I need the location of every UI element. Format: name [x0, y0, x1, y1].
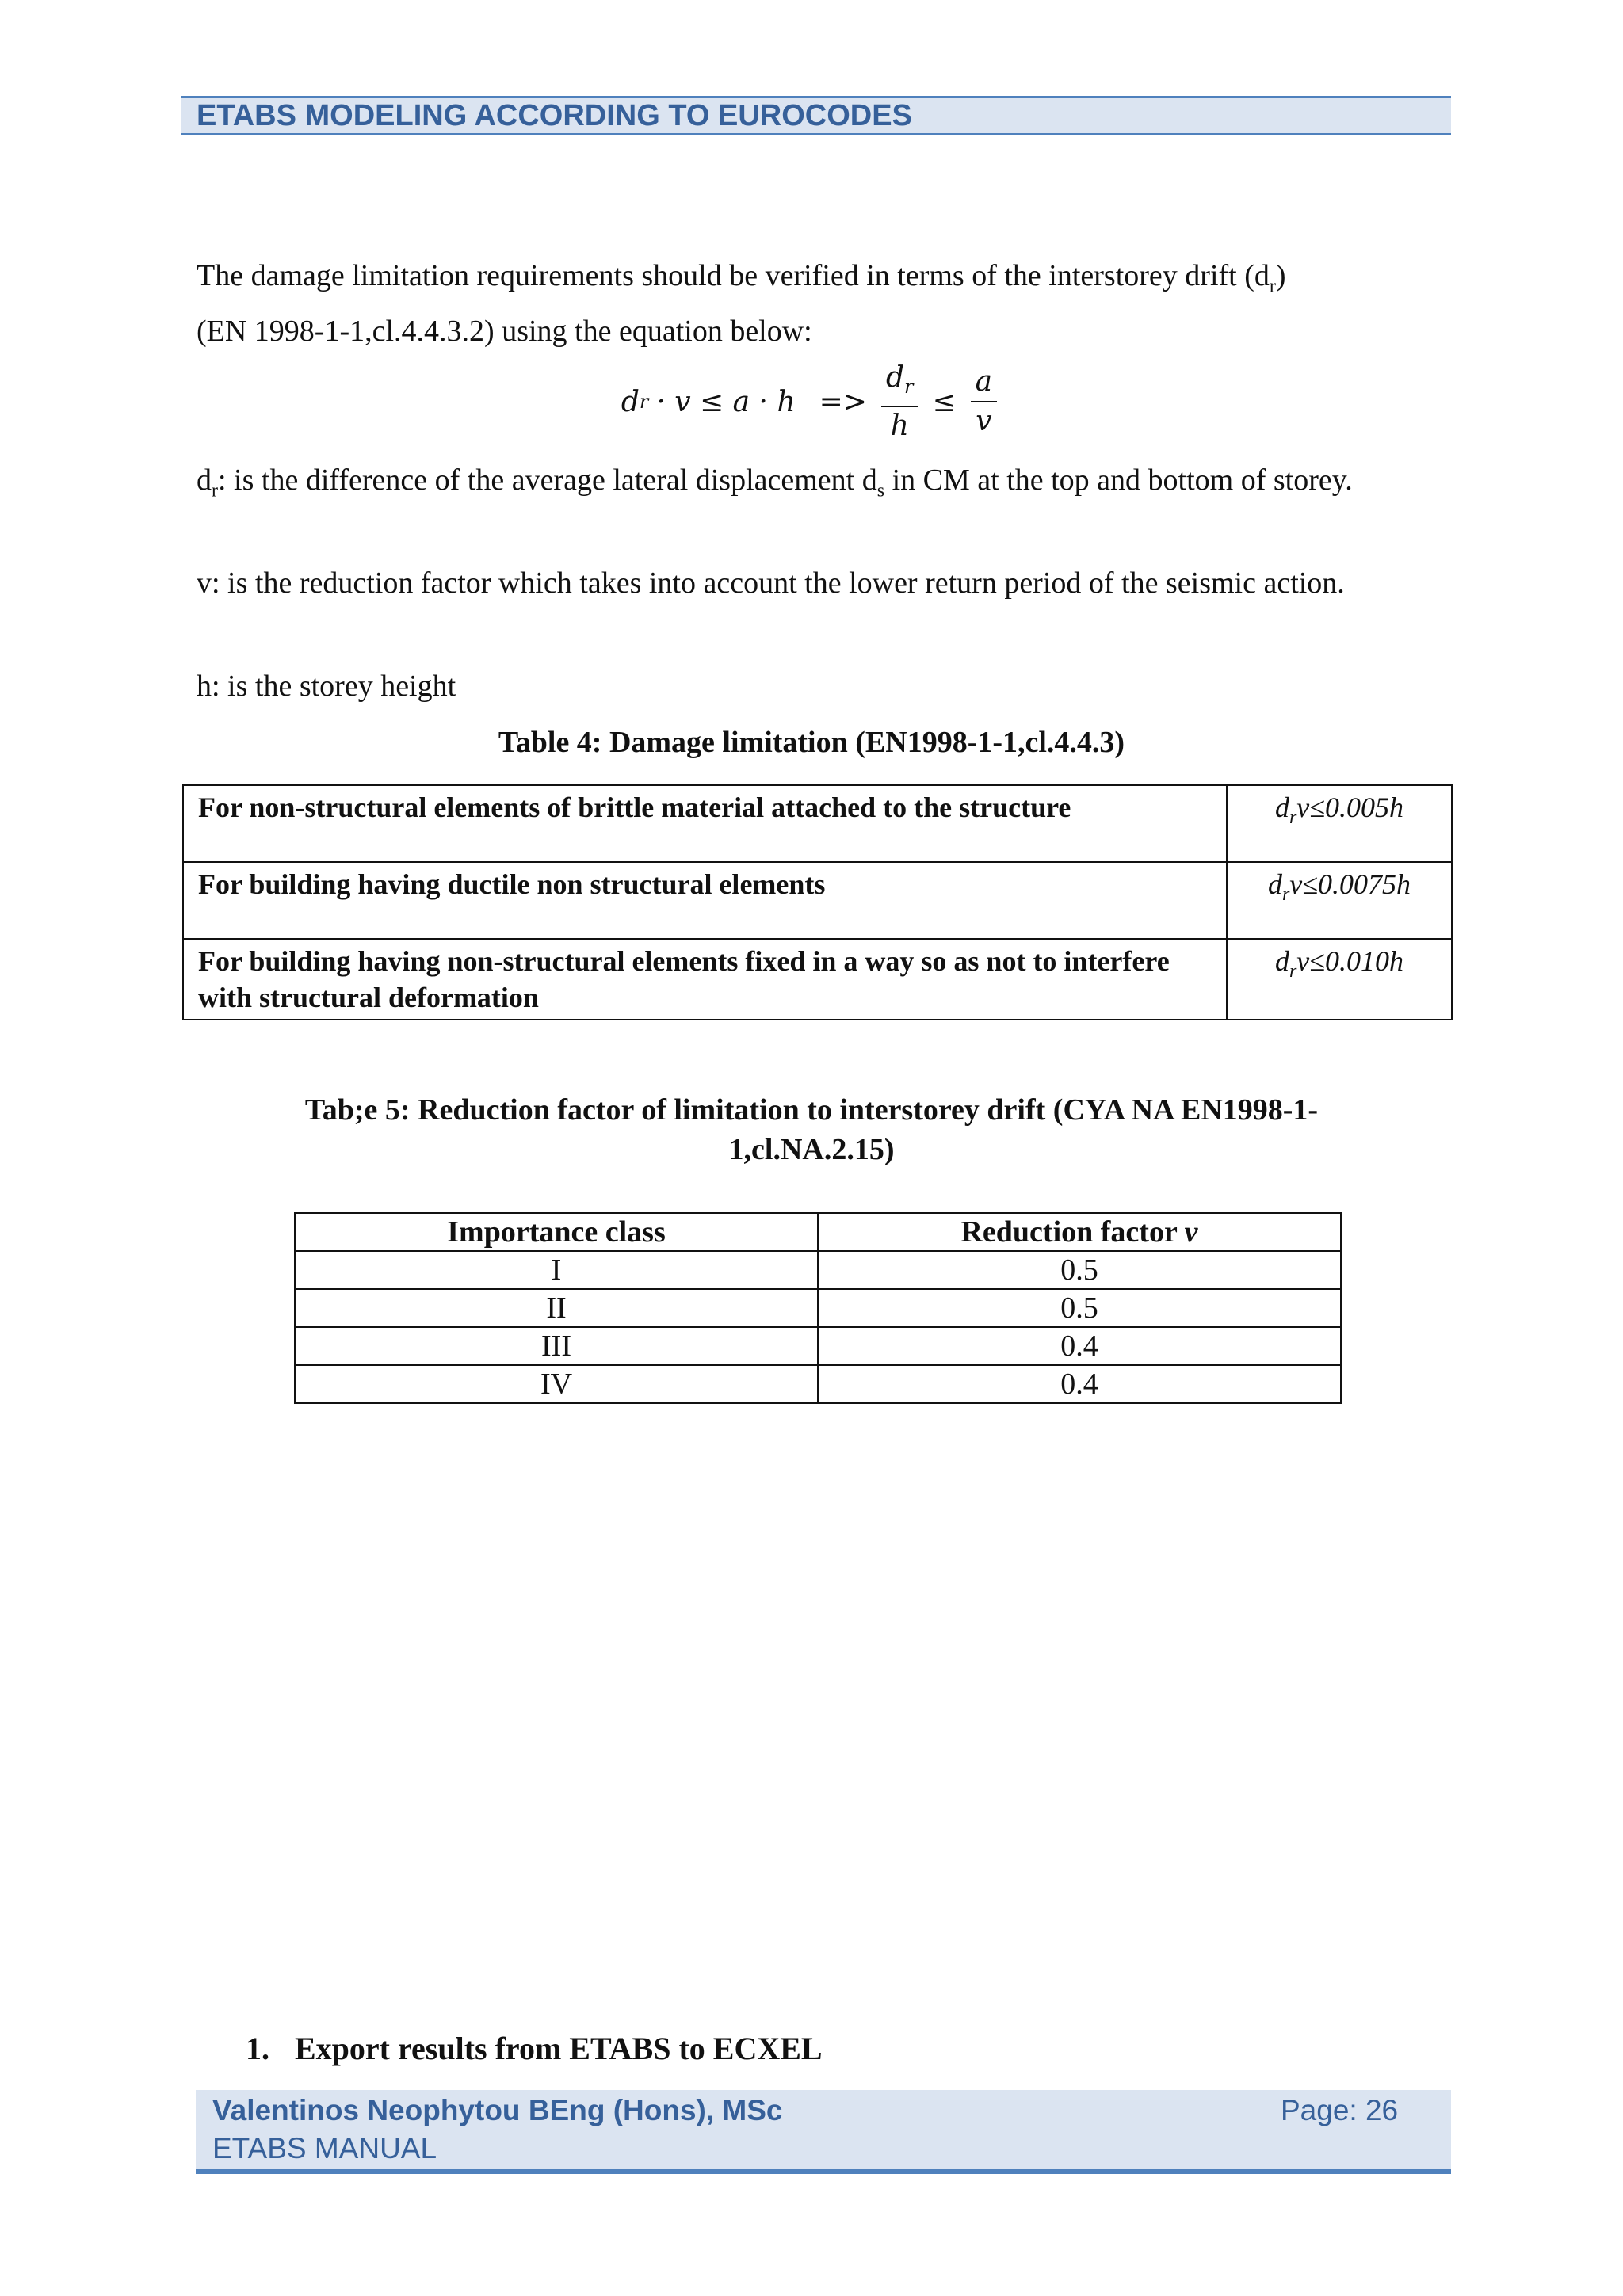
def-dr-text-b: in CM at the top and bottom of storey. [884, 463, 1353, 497]
table5-cell-factor: 0.5 [818, 1251, 1341, 1289]
section-heading-export [246, 2027, 823, 2071]
intro-paragraph [197, 254, 1433, 353]
table5-cell-factor: 0.4 [818, 1365, 1341, 1403]
table-row [183, 939, 1452, 1020]
intro-line1: The damage limitation requirements should be verified in terms of the interstorey drift (d [197, 259, 1270, 292]
footer-page-number: Page: 26 [1281, 2094, 1399, 2126]
eq-frac1-num-sub: r [904, 375, 914, 398]
table5-cell-class: I [295, 1251, 818, 1289]
section-number: 1. [246, 2031, 269, 2066]
definition-dr [197, 458, 1433, 513]
table-row [183, 785, 1452, 862]
table5-header-reduction-factor: Reduction factor v [818, 1213, 1341, 1251]
intro-line1-sub: r [1269, 276, 1276, 297]
table-row [295, 1327, 1341, 1365]
table5-caption-line1: Tab;e 5: Reduction factor of limitation to interstorey drift (CYA NA EN1998-1- [304, 1093, 1319, 1127]
table5-cell-factor: 0.5 [818, 1289, 1341, 1327]
eq-implies: => [819, 385, 867, 418]
table-row [295, 1251, 1341, 1289]
eq-fraction-dr-h [881, 360, 918, 444]
def-dr-sub: r [212, 480, 218, 502]
drift-equation [0, 358, 1623, 445]
eq-lhs-sub: r [639, 391, 649, 413]
eq-frac1-num: d [885, 360, 905, 394]
section-title: Export results from ETABS to ECXEL [295, 2031, 823, 2066]
def-ds-sub: s [876, 480, 885, 502]
footer-author: Valentinos Neophytou BEng (Hons), MSc [212, 2094, 783, 2126]
table5-cell-class: IV [295, 1365, 818, 1403]
table4-row2-label: For building having ductile non structural elements [183, 862, 1227, 939]
footer-manual-title: ETABS MANUAL [212, 2132, 437, 2164]
def-dr-sym: d [197, 463, 212, 497]
table4-row2-value: $d_rv\le 0.0075h$ [1227, 862, 1452, 939]
table5-cell-class: II [295, 1289, 818, 1327]
intro-line1-close: ) [1275, 259, 1286, 292]
table5-reduction-factor [294, 1212, 1342, 1404]
eq-leq: ≤ [932, 385, 957, 418]
definition-h: h: is the storey height [197, 669, 456, 703]
table-row [183, 862, 1452, 939]
intro-line2: (EN 1998-1-1,cl.4.4.3.2) using the equation below: [197, 314, 812, 348]
eq-frac2-num: a [971, 364, 997, 402]
table4-damage-limitation [182, 784, 1453, 1020]
table-row [295, 1289, 1341, 1327]
table4-row3-label: For building having non-structural elements fixed in a way so as not to interfere with structural deformation [183, 939, 1227, 1020]
eq-lhs-rest: · v ≤ a · h [656, 385, 796, 418]
table5-cell-class: III [295, 1327, 818, 1365]
table5-caption-line2: 1,cl.NA.2.15) [728, 1133, 895, 1166]
table5-cell-factor: 0.4 [818, 1327, 1341, 1365]
eq-lhs-d: d [621, 385, 640, 418]
table4-row3-value: $d_rv\le 0.010h$ [1227, 939, 1452, 1020]
table5-caption [0, 1090, 1623, 1169]
header-title: ETABS MODELING ACCORDING TO EUROCODES [197, 99, 912, 132]
definition-v: v: is the reduction factor which takes into account the lower return period of the seismic action. [197, 566, 1345, 600]
table-header-row [295, 1213, 1341, 1251]
table4-row1-value: $d_rv\le 0.005h$ [1227, 785, 1452, 862]
table4-caption: Table 4: Damage limitation (EN1998-1-1,cl.4.4.3) [498, 726, 1125, 759]
table-row [295, 1365, 1341, 1403]
eq-frac1-den: h [890, 409, 909, 442]
eq-fraction-a-v [971, 364, 997, 439]
table4-row1-label: For non-structural elements of brittle material attached to the structure [183, 785, 1227, 862]
eq-frac2-den: v [976, 405, 992, 437]
table5-header-importance-class: Importance class [295, 1213, 818, 1251]
def-dr-text-a: : is the difference of the average lateral displacement d [218, 463, 877, 497]
